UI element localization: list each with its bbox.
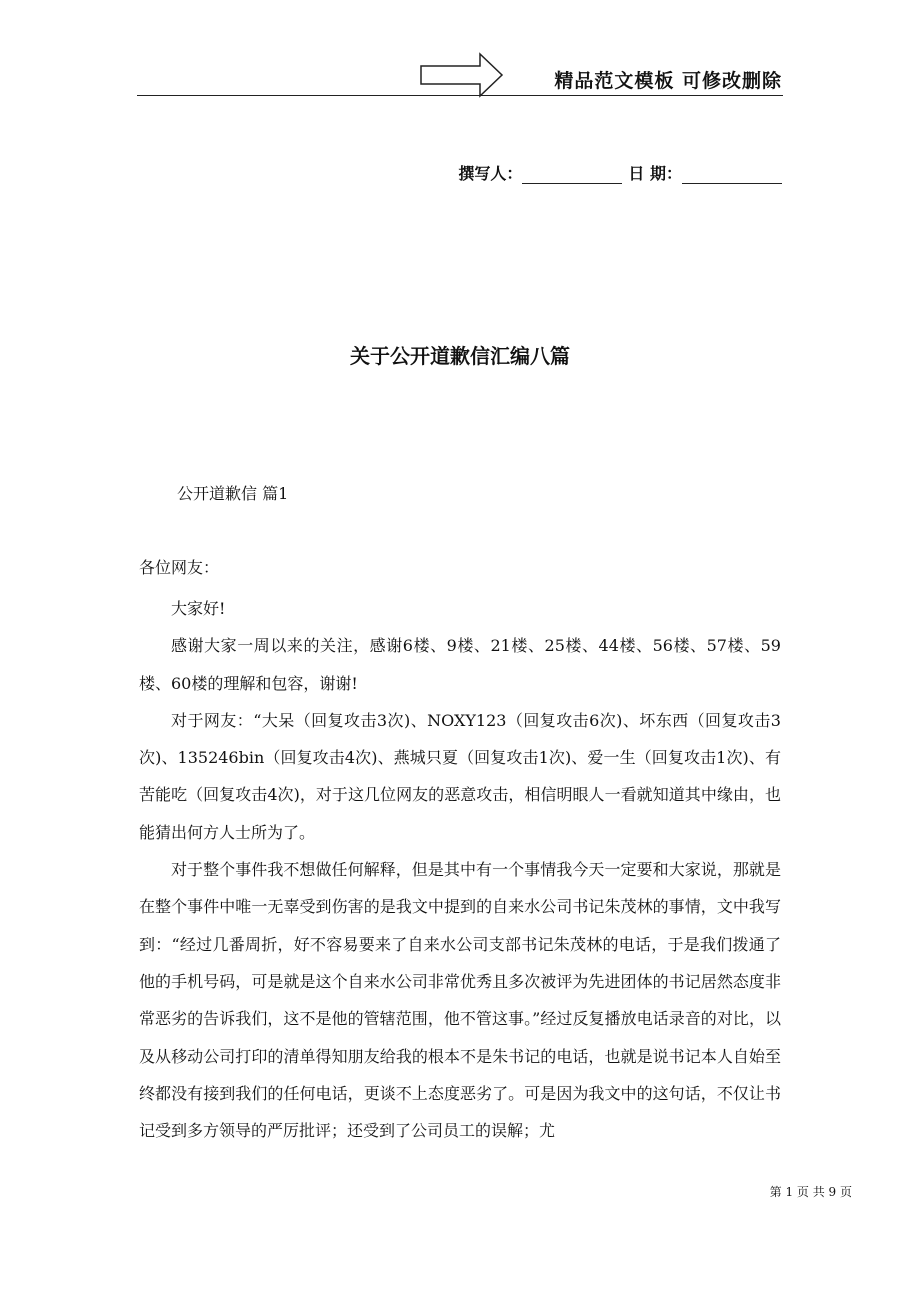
date-blank bbox=[682, 165, 782, 184]
page-number: 第 1 页 共 9 页 bbox=[769, 1185, 852, 1199]
arrow-icon bbox=[420, 52, 504, 98]
body-text bbox=[139, 590, 781, 1149]
paragraph: 感谢大家一周以来的关注，感谢6楼、9楼、21楼、25楼、44楼、56楼、57楼、59楼、60楼的理解和包容，谢谢! bbox=[139, 636, 781, 693]
author-date-line bbox=[458, 161, 782, 184]
page-title: 关于公开道歉信汇编八篇 bbox=[350, 344, 570, 368]
paragraph: 对于整个事件我不想做任何解释，但是其中有一个事情我今天一定要和大家说，那就是在整个事件中唯一无辜受到伤害的是我文中提到的自来水公司书记朱茂林的事情，文中我写到：“经过几番周折，好不容易要来了自来水公司支部书记朱茂林的电话，于是我们拨通了他的手机号码，可是就是这个自来水公司非常优秀且多次被评为先进团体的书记居然态度非常恶劣的告诉我们，这不是他的管辖范围，他不管这事。”经过反复播放电话录音的对比，以及从移动公司打印的清单得知朋友给我的根本不是朱书记的电话，也就是说书记本人自始至终都没有接到我们的任何电话，更谈不上态度恶劣了。可是因为我文中的这句话，不仅让书记受到多方领导的严厉批评；还受到了公司员工的误解；尤 bbox=[139, 860, 781, 1141]
section-heading: 公开道歉信 篇1 bbox=[177, 484, 289, 503]
author-blank bbox=[522, 165, 622, 184]
salutation: 各位网友： bbox=[139, 558, 220, 577]
header-divider bbox=[137, 95, 783, 96]
date-label: 日 期： bbox=[628, 164, 682, 183]
author-label: 撰写人： bbox=[458, 164, 523, 183]
paragraph: 大家好! bbox=[171, 599, 226, 618]
header-banner: 精品范文模板 可修改删除 bbox=[554, 70, 782, 92]
paragraph: 对于网友：“大呆（回复攻击3次)、NOXY123（回复攻击6次)、坏东西（回复攻击3次)、135246bin（回复攻击4次)、燕城只夏（回复攻击1次)、爱一生（回复攻击1次)、有苦能吃（回复攻击4次)，对于这几位网友的恶意攻击，相信明眼人一看就知道其中缘由，也能猜出何方人士所为了。 bbox=[139, 710, 781, 842]
